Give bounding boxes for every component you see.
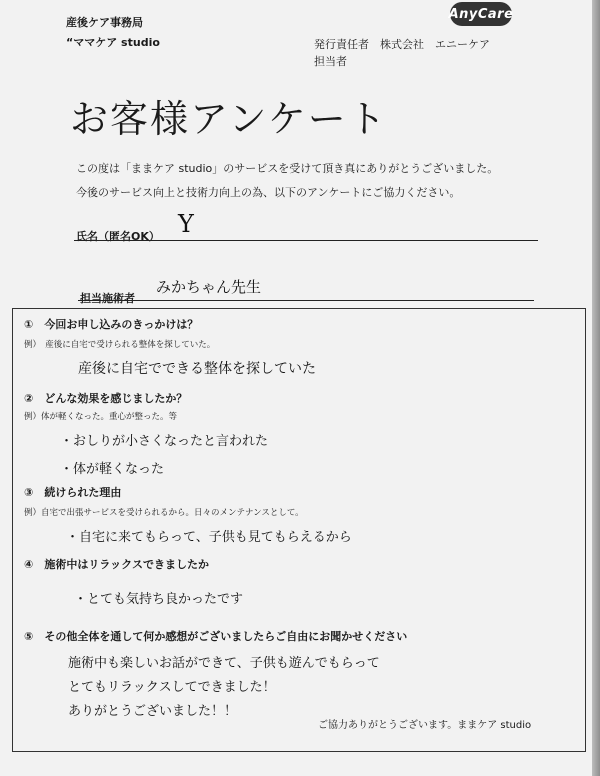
publisher-info: 発行責任者 株式会社 エニーケア	[314, 38, 490, 51]
org-name-line2: “ママケア studio	[66, 36, 160, 49]
name-field-label: 氏名（匿名OK）	[76, 230, 160, 243]
practitioner-field-label: 担当施術者	[80, 292, 135, 305]
question-5-answer-2: とてもリラックスしてできました！	[68, 680, 276, 695]
org-name-line1: 産後ケア事務局	[66, 16, 143, 29]
question-2-answer-2: ・体が軽くなった	[60, 462, 165, 477]
page-title: お客様アンケート	[70, 97, 388, 141]
practitioner-field-value: みかちゃん先生	[156, 278, 262, 296]
intro-line-2: 今後のサービス向上と技術力向上の為、以下のアンケートにご協力ください。	[76, 186, 461, 199]
person-in-charge-label: 担当者	[314, 55, 347, 68]
page-edge-shadow	[592, 0, 600, 776]
name-underline	[74, 240, 538, 241]
question-5-answer-3: ありがとうございました！！	[68, 704, 238, 719]
question-1-title: ① 今回お申し込みのきっかけは？	[24, 318, 199, 331]
question-3-title: ③ 続けられた理由	[24, 486, 122, 499]
question-2-title: ② どんな効果を感じましたか？	[24, 392, 188, 405]
anycare-logo: AnyCare	[450, 2, 512, 26]
question-1-example: 例） 産後に自宅で受けられる整体を探していた。	[24, 340, 216, 350]
name-field-value: Y	[178, 210, 194, 238]
question-2-example: 例）体が軽くなった。重心が整った。等	[24, 412, 178, 422]
question-2-answer-1: ・おしりが小さくなったと言われた	[60, 434, 269, 449]
question-3-example: 例）自宅で出張サービスを受けられるから。日々のメンテナンスとして。	[24, 508, 304, 518]
question-5-answer-1: 施術中も楽しいお話ができて、子供も遊んでもらって	[68, 656, 380, 671]
practitioner-underline	[78, 300, 534, 301]
question-1-answer: 産後に自宅でできる整体を探していた	[78, 361, 316, 377]
question-5-title: ⑤ その他全体を通して何か感想がございましたらご自由にお聞かせください	[24, 630, 408, 643]
question-3-answer: ・自宅に来てもらって、子供も見てもらえるから	[66, 530, 352, 545]
question-4-answer: ・とても気持ち良かったです	[74, 592, 244, 607]
closing-note: ご協力ありがとうございます。ままケア studio	[318, 720, 532, 731]
intro-line-1: この度は「ままケア studio」のサービスを受けて頂き真にありがとうございました。	[76, 162, 499, 175]
question-4-title: ④ 施術中はリラックスできましたか	[24, 558, 209, 571]
